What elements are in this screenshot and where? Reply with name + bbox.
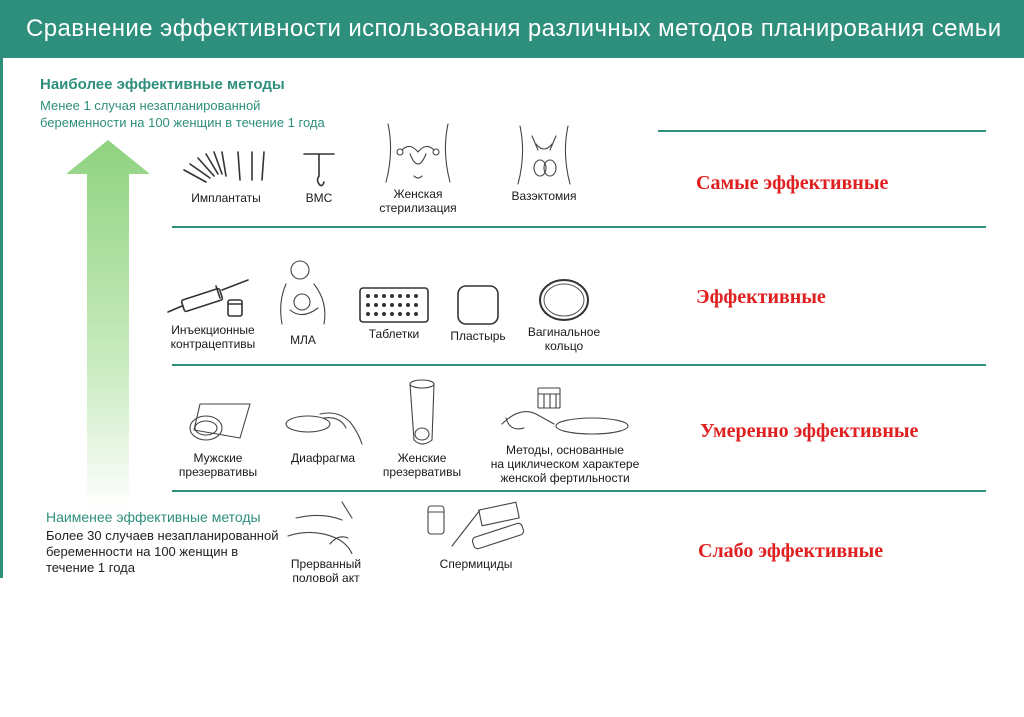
method-label: на циклическом характере — [490, 457, 640, 471]
method-label: половой акт — [292, 571, 360, 585]
method-label: Таблетки — [368, 327, 420, 341]
method-label: Женские — [397, 451, 447, 465]
most-effective-desc-line: беременности на 100 женщин в течение 1 года — [40, 115, 325, 130]
method-injectables — [162, 276, 264, 351]
method-label: Пластырь — [450, 329, 506, 343]
fertility-awareness-icon — [480, 384, 650, 440]
syringe-icon — [162, 276, 264, 320]
male-condom-icon — [166, 398, 270, 448]
method-label: Диафрагма — [290, 451, 356, 465]
diaphragm-icon — [280, 400, 366, 448]
method-label: Спермициды — [439, 557, 513, 571]
method-female-sterilization — [366, 122, 470, 215]
withdrawal-icon — [282, 498, 370, 554]
method-pills — [358, 286, 430, 341]
method-label: Методы, основанные — [506, 443, 624, 457]
iud-icon — [296, 148, 342, 188]
most-effective-title: Наиболее эффективные методы — [40, 76, 285, 93]
method-label: Прерванный — [290, 557, 362, 571]
method-label: Вазэктомия — [511, 189, 577, 203]
method-lam — [272, 258, 334, 347]
separator-3 — [172, 490, 986, 492]
tier-label-most-effective: Самые эффективные — [696, 172, 889, 194]
vasectomy-icon — [502, 124, 586, 186]
method-label: презервативы — [382, 465, 462, 479]
least-effective-desc-line: Более 30 случаев незапланированной — [46, 528, 279, 543]
least-effective-desc-line: течение 1 года — [46, 560, 135, 575]
page-title: Сравнение эффективности использования различных методов планирования семьи — [0, 0, 1024, 58]
method-implants — [180, 148, 272, 205]
most-effective-note — [40, 76, 370, 131]
tier-label-moderately-effective: Умеренно эффективные — [700, 420, 919, 442]
method-label: Инъекционные — [171, 323, 255, 337]
spermicide-icon — [416, 496, 536, 554]
least-effective-desc-line: беременности на 100 женщин в — [46, 544, 239, 559]
implants-icon — [180, 148, 272, 188]
method-label: ВМС — [305, 191, 333, 205]
method-label: Мужские — [193, 451, 243, 465]
separator-2 — [172, 364, 986, 366]
method-female-condoms — [374, 378, 470, 479]
method-fertility-awareness — [480, 384, 650, 485]
female-sterilization-icon — [366, 122, 470, 184]
method-vaginal-ring — [522, 278, 606, 353]
vaginal-ring-icon — [522, 278, 606, 322]
pill-pack-icon — [358, 286, 430, 324]
method-diaphragm — [280, 400, 366, 465]
method-label: контрацептивы — [170, 337, 256, 351]
breastfeeding-icon — [272, 258, 334, 330]
method-label: женской фертильности — [500, 471, 630, 485]
least-effective-note — [46, 509, 286, 576]
tier-label-effective: Эффективные — [696, 286, 826, 308]
female-condom-icon — [374, 378, 470, 448]
method-label: Имплантаты — [191, 191, 261, 205]
method-spermicides — [416, 496, 536, 571]
tier-label-least-effective: Слабо эффективные — [698, 540, 884, 562]
method-label: стерилизация — [379, 201, 457, 215]
method-label: Женская — [393, 187, 443, 201]
method-iud — [296, 148, 342, 205]
most-effective-desc-line: Менее 1 случая незапланированной — [40, 98, 261, 113]
least-effective-desc — [46, 528, 286, 576]
patch-icon — [446, 284, 510, 326]
method-male-condoms — [166, 398, 270, 479]
method-label: кольцо — [544, 339, 584, 353]
least-effective-title: Наименее эффективные методы — [46, 509, 261, 525]
method-vasectomy — [502, 124, 586, 203]
method-label: презервативы — [178, 465, 258, 479]
method-patch — [446, 284, 510, 343]
most-effective-desc — [40, 97, 350, 131]
left-accent-strip — [0, 58, 3, 578]
separator-1 — [172, 226, 986, 228]
method-label: Вагинальное — [527, 325, 601, 339]
effectiveness-arrow-icon — [66, 140, 150, 510]
method-label: МЛА — [290, 333, 316, 347]
method-withdrawal — [282, 498, 370, 585]
separator-top — [658, 130, 986, 132]
